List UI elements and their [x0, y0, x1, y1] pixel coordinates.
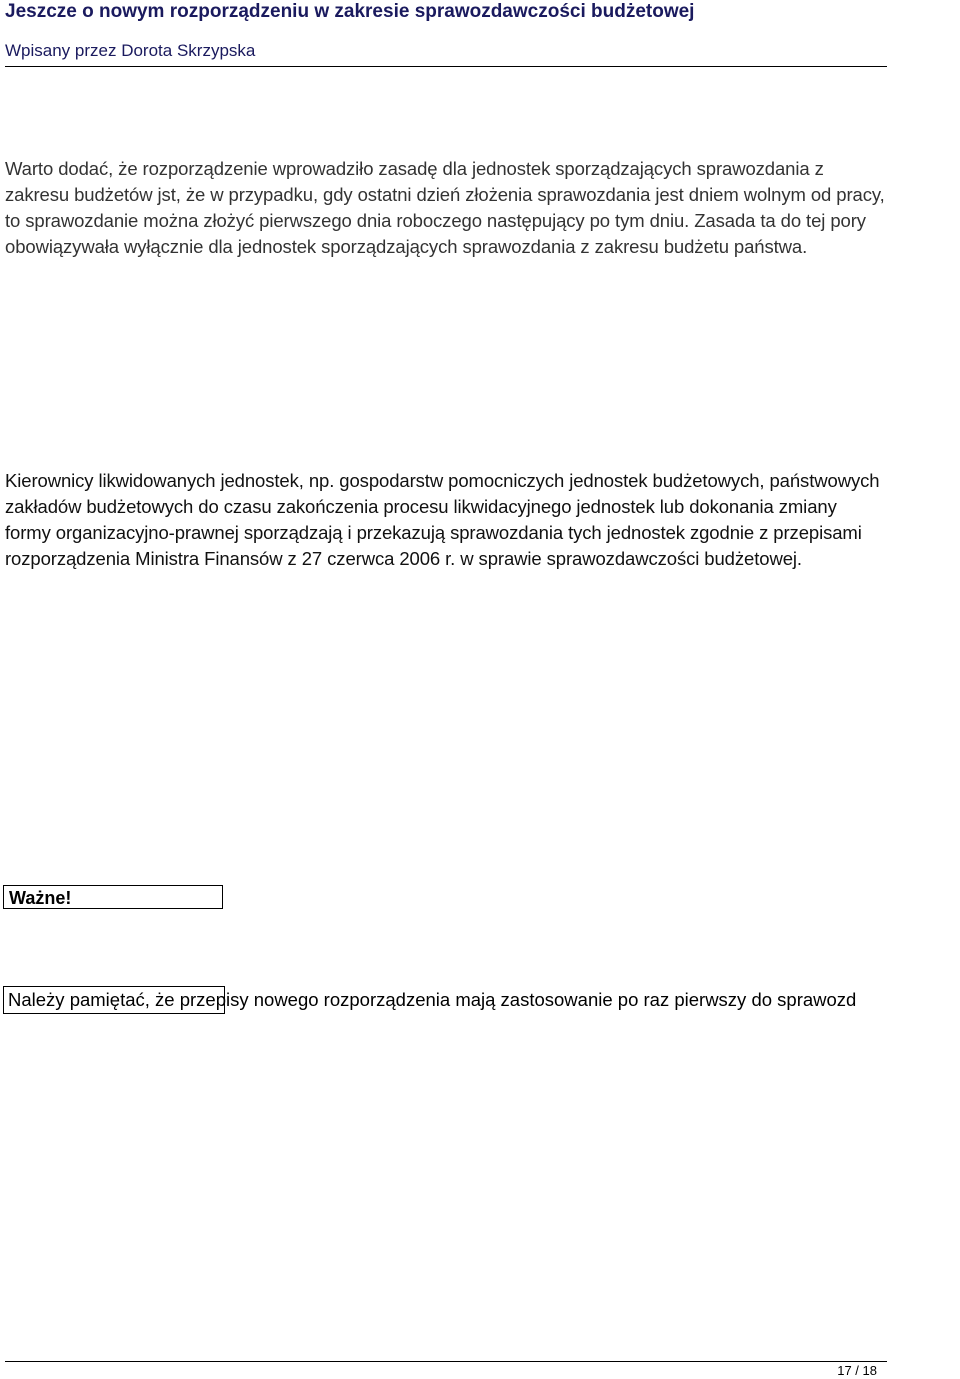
notice-label: Ważne!: [9, 888, 72, 908]
document-title: Jeszcze o nowym rozporządzeniu w zakresie sprawozdawczości budżetowej: [5, 1, 695, 22]
author-line: Wpisany przez Dorota Skrzypska: [5, 41, 256, 60]
footer-divider: [5, 1361, 887, 1362]
paragraph-reporting-deadline: Warto dodać, że rozporządzenie wprowadziło zasadę dla jednostek sporządzających sprawozdania z zakresu budżetów jst, że w przypadku, gdy ostatni dzień złożenia sprawozdania jest dniem wolnym od pracy, to sprawozdanie można złożyć pierwszego dnia roboczego następujący po tym dniu. Zasada ta do tej pory obowiązywała wyłącznie dla jednostek sporządzających sprawozdania z zakresu budżetu państwa.: [5, 158, 885, 257]
page-number: 17 / 18: [837, 1363, 877, 1378]
notice-box: [3, 885, 223, 909]
header-divider: [5, 66, 887, 67]
paragraph-liquidated-units: Kierownicy likwidowanych jednostek, np. gospodarstw pomocniczych jednostek budżetowych, państwowych zakładów budżetowych do czasu zakończenia procesu likwidacyjnego jednostek lub dokonania zmiany formy organizacyjno-prawnej sporządzają i przekazują sprawozdania tych jednostek zgodnie z przepisami rozporządzenia Ministra Finansów z 27 czerwca 2006 r. w sprawie sprawozdawczości budżetowej.: [5, 470, 880, 569]
reminder-text: Należy pamiętać, że przepisy nowego rozporządzenia mają zastosowanie po raz pierwszy do sprawozd: [8, 989, 857, 1010]
